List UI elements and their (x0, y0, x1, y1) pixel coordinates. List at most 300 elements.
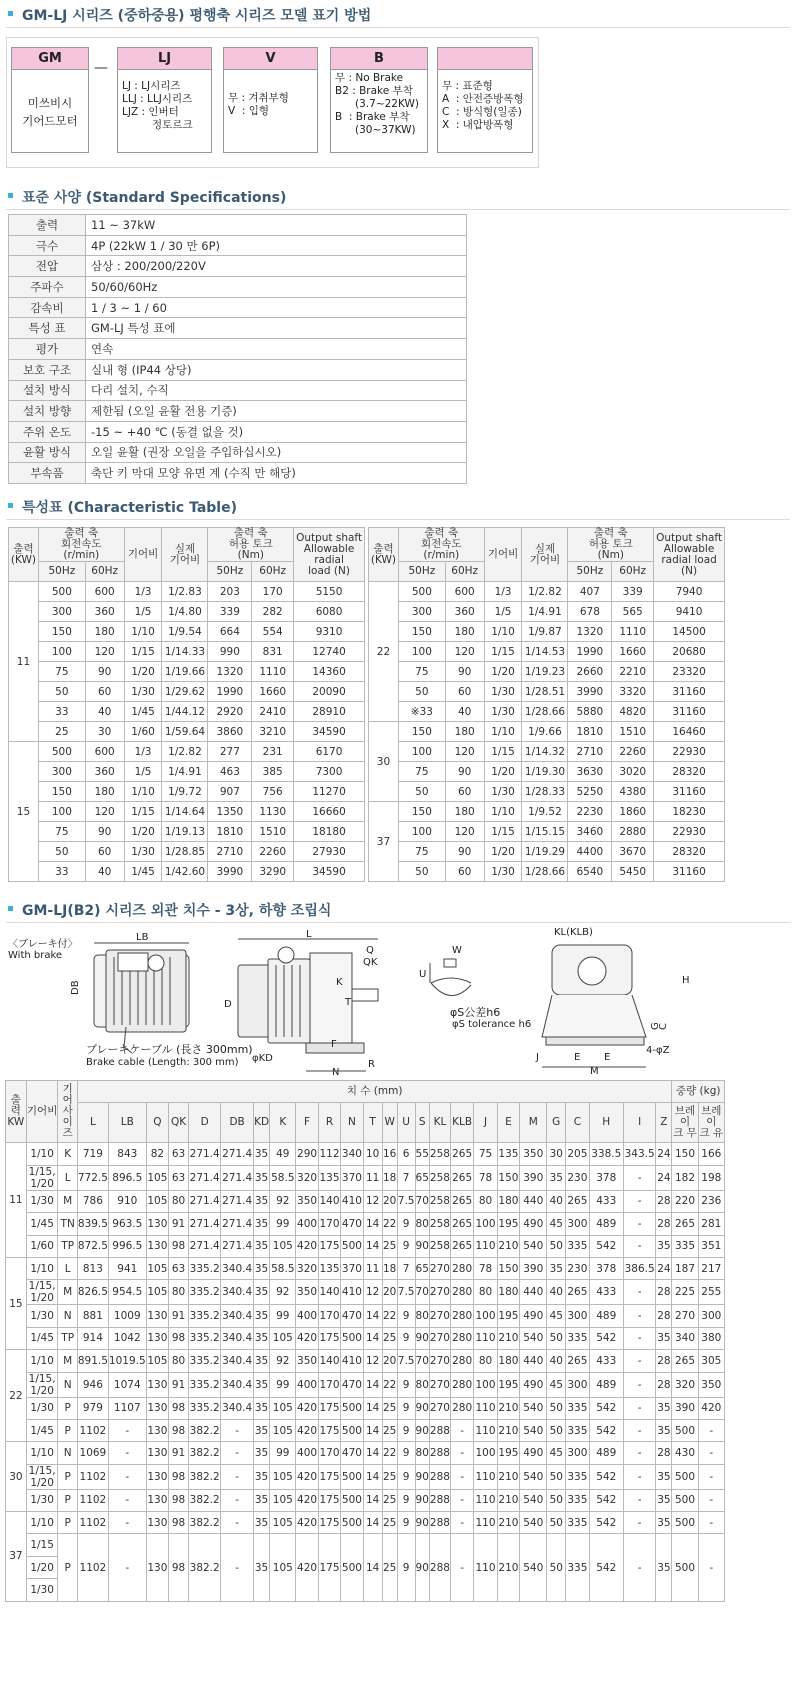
dim-cell: 210 (497, 1397, 519, 1419)
char-cell: 1110 (612, 622, 654, 642)
dim-label-N: N (332, 1067, 340, 1077)
dim-cell: 270 (429, 1327, 450, 1349)
dim-cell: 130 (146, 1372, 168, 1397)
dim-label-H: H (682, 975, 690, 986)
dim-cell: TN (58, 1213, 77, 1235)
dim-cell: 99 (270, 1213, 296, 1235)
dim-cell: 105 (270, 1489, 296, 1511)
dim-cell: 50 (547, 1235, 566, 1257)
dim-cell: - (108, 1442, 146, 1464)
dim-cell: 170 (318, 1372, 340, 1397)
dim-cell: 270 (429, 1305, 450, 1327)
char-row (9, 822, 365, 842)
dim-h-size: 기어 사이즈 (58, 1081, 77, 1143)
dim-cell: 265 (566, 1190, 589, 1212)
dim-cell: 719 (77, 1143, 108, 1165)
dim-cell: 9 (397, 1442, 415, 1464)
char-cell: 1/10 (484, 802, 522, 822)
dim-cell: 12 (363, 1350, 382, 1372)
char-section-header (6, 492, 790, 520)
dim-cell: 35 (656, 1534, 672, 1601)
dim-cell: 35 (253, 1305, 269, 1327)
dim-cell: 542 (589, 1512, 623, 1534)
char-cell: 18180 (294, 822, 365, 842)
dim-cell: 14 (363, 1442, 382, 1464)
dim-cell: 382.2 (188, 1512, 220, 1534)
spec-key: 특성 표 (9, 318, 86, 339)
dim-cell: 946 (77, 1372, 108, 1397)
model-box-desc: 무 : No Brake B2 : Brake 부착 (3.7~22KW) B : Brake 부착 (30~37KW) (335, 72, 419, 136)
dim-cell: 271.4 (188, 1190, 220, 1212)
dim-cell: 40 (547, 1350, 566, 1372)
dim-h-brake: 브레이 크 유 (698, 1103, 724, 1143)
char-cell: 360 (445, 602, 484, 622)
dim-cell: 12 (363, 1190, 382, 1212)
dim-cell: 45 (547, 1305, 566, 1327)
dim-cell: 22 (382, 1305, 397, 1327)
cable-label-jp: ブレーキケーブル (長さ 300mm) (86, 1043, 253, 1056)
spec-row (9, 339, 467, 360)
dim-cell: 500 (341, 1534, 363, 1601)
dim-cell: 500 (672, 1534, 698, 1601)
dim-cell: 996.5 (108, 1235, 146, 1257)
dim-cell: 130 (146, 1534, 168, 1601)
dim-cell: 35 (253, 1397, 269, 1419)
dim-cell: 20 (382, 1350, 397, 1372)
dim-h-col: LB (108, 1103, 146, 1143)
dim-gear: 1/10 (26, 1512, 58, 1534)
spec-value: 축단 키 막대 모양 유면 계 (수직 만 해당) (86, 463, 467, 484)
model-box-code (438, 48, 532, 70)
char-cell: 1/10 (124, 782, 162, 802)
dim-cell: 335.2 (188, 1327, 220, 1349)
dim-h-col: KL (429, 1103, 450, 1143)
dim-section-title: GM-LJ(B2) 시리즈 외관 치수 - 3상, 하향 조립식 (22, 903, 332, 919)
char-cell: 1/15 (484, 822, 522, 842)
dim-cell: 50 (547, 1464, 566, 1489)
dim-label-G: G (650, 1022, 661, 1030)
char-row (9, 862, 365, 882)
dim-cell: 271.4 (188, 1235, 220, 1257)
spec-key: 윤활 방식 (9, 442, 86, 463)
char-cell: 1/15.15 (522, 822, 568, 842)
char-h-actual: 실제 기어비 (162, 528, 208, 582)
dim-cell: 105 (146, 1165, 168, 1190)
dim-cell: 335 (566, 1235, 589, 1257)
char-cell: 1810 (568, 722, 612, 742)
dim-cell: 225 (672, 1280, 698, 1305)
dim-cell: 271.4 (188, 1165, 220, 1190)
spec-row (9, 235, 467, 256)
spec-key: 주위 온도 (9, 421, 86, 442)
dim-h-col: C (566, 1103, 589, 1143)
dim-cell: 18 (382, 1165, 397, 1190)
char-cell: 2230 (568, 802, 612, 822)
model-section-title: GM-LJ 시리즈 (중하중용) 평행축 시리즈 모델 표기 방법 (22, 8, 372, 24)
char-h-50hz: 50Hz (208, 562, 252, 582)
char-h-60hz: 60Hz (252, 562, 294, 582)
char-cell: 565 (612, 602, 654, 622)
char-cell: 6170 (294, 742, 365, 762)
dim-cell: 542 (589, 1397, 623, 1419)
dim-cell: - (623, 1442, 655, 1464)
dim-cell: 433 (589, 1350, 623, 1372)
bullet-icon (8, 503, 13, 508)
dim-cell: 98 (169, 1419, 189, 1441)
dim-cell: 91 (169, 1213, 189, 1235)
dim-cell: 130 (146, 1235, 168, 1257)
char-row (9, 842, 365, 862)
spec-value: 연속 (86, 339, 467, 360)
dim-cell: 175 (318, 1512, 340, 1534)
char-cell: 25 (38, 722, 85, 742)
dim-cell: 105 (146, 1257, 168, 1279)
char-cell: 1/30 (484, 782, 522, 802)
char-row (369, 842, 725, 862)
dim-cell: 839.5 (77, 1213, 108, 1235)
dim-cell: 380 (698, 1327, 724, 1349)
dim-cell: 98 (169, 1464, 189, 1489)
dim-cell: 130 (146, 1397, 168, 1419)
char-cell: 3320 (612, 682, 654, 702)
dim-cell: 265 (566, 1350, 589, 1372)
char-cell: 3020 (612, 762, 654, 782)
dim-cell: 542 (589, 1419, 623, 1441)
brake-label-jp: 〈ブレーキ付〉 (8, 939, 78, 950)
dim-cell: 410 (341, 1350, 363, 1372)
dim-cell: 500 (341, 1512, 363, 1534)
char-cell: 3460 (568, 822, 612, 842)
dim-cell: 265 (450, 1213, 473, 1235)
dim-cell: 35 (253, 1464, 269, 1489)
dim-cell: - (221, 1464, 253, 1489)
char-cell: 1/14.53 (522, 642, 568, 662)
dim-cell: 35 (547, 1165, 566, 1190)
dim-cell: 140 (318, 1280, 340, 1305)
char-cell: 1/9.72 (162, 782, 208, 802)
dim-cell: 175 (318, 1419, 340, 1441)
dim-cell: 175 (318, 1534, 340, 1601)
dim-cell: 195 (497, 1442, 519, 1464)
char-cell: 50 (38, 682, 85, 702)
dim-cell: 390 (520, 1165, 547, 1190)
dim-header-row (6, 1081, 725, 1103)
dim-row (6, 1257, 725, 1279)
dim-cell: 98 (169, 1397, 189, 1419)
dim-cell: 9 (397, 1235, 415, 1257)
char-cell: 180 (85, 782, 124, 802)
dim-cell: 270 (672, 1305, 698, 1327)
dim-cell: - (108, 1419, 146, 1441)
char-cell: 75 (398, 662, 445, 682)
char-h-output: 출력 (KW) (369, 528, 399, 582)
dim-cell: - (450, 1464, 473, 1489)
dim-cell: 1042 (108, 1327, 146, 1349)
dim-cell: 198 (698, 1165, 724, 1190)
dim-cell: 340.4 (221, 1327, 253, 1349)
char-row (369, 662, 725, 682)
dim-cell: 335.2 (188, 1372, 220, 1397)
dim-cell: 130 (146, 1489, 168, 1511)
char-row (369, 762, 725, 782)
model-box (437, 47, 533, 153)
dim-cell: 25 (382, 1512, 397, 1534)
dim-cell: 440 (520, 1190, 547, 1212)
dim-cell: 343.5 (623, 1143, 655, 1165)
dim-cell: 1102 (77, 1419, 108, 1441)
spec-row (9, 277, 467, 298)
dim-cell: 7.5 (397, 1280, 415, 1305)
char-row (369, 602, 725, 622)
char-cell: 1/2.82 (162, 742, 208, 762)
spec-section-title: 표준 사양 (Standard Specifications) (22, 190, 287, 206)
dim-cell: 105 (270, 1235, 296, 1257)
dim-cell: 195 (497, 1213, 519, 1235)
char-cell: 1/28.66 (522, 702, 568, 722)
char-cell: 6540 (568, 862, 612, 882)
dim-cell: 90 (415, 1397, 429, 1419)
dim-cell: 320 (296, 1257, 318, 1279)
dim-cell: - (698, 1442, 724, 1464)
char-cell: 3210 (252, 722, 294, 742)
dim-cell: 98 (169, 1534, 189, 1601)
char-cell: 1860 (612, 802, 654, 822)
dim-cell: 35 (253, 1350, 269, 1372)
char-cell: 50 (398, 682, 445, 702)
dim-cell: 410 (341, 1190, 363, 1212)
dim-cell: 470 (341, 1372, 363, 1397)
dim-cell: 300 (566, 1213, 589, 1235)
dim-row (6, 1280, 725, 1305)
dim-cell: 22 (382, 1442, 397, 1464)
dim-cell: 9 (397, 1534, 415, 1601)
dim-row (6, 1534, 725, 1556)
char-cell: 360 (85, 762, 124, 782)
model-box (117, 47, 212, 153)
dim-cell: 35 (656, 1397, 672, 1419)
dim-row (6, 1235, 725, 1257)
model-box (11, 47, 89, 153)
dim-cell: 10 (363, 1143, 382, 1165)
dim-cell: 28 (656, 1350, 672, 1372)
char-kw: 15 (9, 742, 39, 882)
char-cell: 120 (445, 822, 484, 842)
dim-cell: - (698, 1534, 724, 1601)
dim-cell: 78 (474, 1165, 497, 1190)
dim-cell: 265 (566, 1280, 589, 1305)
char-cell: 1/2.83 (162, 582, 208, 602)
dim-cell: 100 (474, 1372, 497, 1397)
char-cell: 5450 (612, 862, 654, 882)
char-cell: 150 (38, 782, 85, 802)
cable-label-en: Brake cable (Length: 300 mm) (86, 1057, 239, 1068)
char-cell: 31160 (654, 862, 725, 882)
dim-cell: 50 (547, 1489, 566, 1511)
dim-gear: 1/10 (26, 1350, 58, 1372)
dim-gear: 1/20 (26, 1556, 58, 1578)
dimension-drawing (6, 925, 726, 1077)
dim-cell: 490 (520, 1213, 547, 1235)
dim-cell: 98 (169, 1235, 189, 1257)
dim-cell: 281 (698, 1213, 724, 1235)
char-table-left (8, 527, 365, 882)
dim-cell: 150 (497, 1257, 519, 1279)
char-cell: 1510 (612, 722, 654, 742)
char-h-60hz: 60Hz (612, 562, 654, 582)
char-cell: 1/19.13 (162, 822, 208, 842)
dim-cell: 35 (253, 1257, 269, 1279)
char-cell: 1/9.87 (522, 622, 568, 642)
dim-cell: 150 (672, 1143, 698, 1165)
char-cell: 1/20 (124, 822, 162, 842)
dim-cell: 963.5 (108, 1213, 146, 1235)
dim-cell: 500 (341, 1327, 363, 1349)
dim-cell: 175 (318, 1464, 340, 1489)
dim-label-KLKLB: KL(KLB) (554, 927, 593, 938)
dim-cell: 420 (698, 1397, 724, 1419)
char-cell: 1320 (208, 662, 252, 682)
dim-label-R: R (368, 1059, 375, 1070)
char-cell: 1/20 (484, 842, 522, 862)
spec-key: 부속품 (9, 463, 86, 484)
gearmotor-end-drawing (542, 945, 646, 1045)
char-cell: 1/19.66 (162, 662, 208, 682)
char-cell: 60 (445, 682, 484, 702)
char-h-speed: 출력 축 회전속도 (r/min) (38, 528, 124, 562)
dim-cell: 350 (698, 1372, 724, 1397)
dim-cell: 370 (341, 1165, 363, 1190)
char-h-speed: 출력 축 회전속도 (r/min) (398, 528, 484, 562)
dim-cell: 320 (296, 1165, 318, 1190)
dim-cell: 14 (363, 1372, 382, 1397)
dim-cell: 205 (566, 1143, 589, 1165)
dim-row (6, 1305, 725, 1327)
dim-cell: 195 (497, 1372, 519, 1397)
dim-cell: 14 (363, 1489, 382, 1511)
dim-h-col: G (547, 1103, 566, 1143)
dim-cell: 236 (698, 1190, 724, 1212)
dim-cell: 9 (397, 1372, 415, 1397)
dim-cell: L (58, 1165, 77, 1190)
dim-cell: M (58, 1350, 77, 1372)
dim-cell: 896.5 (108, 1165, 146, 1190)
dim-h-col: L (77, 1103, 108, 1143)
spec-key: 설치 방향 (9, 401, 86, 422)
dim-cell: 14 (363, 1397, 382, 1419)
dim-cell: 271.4 (188, 1143, 220, 1165)
dim-cell: 110 (474, 1327, 497, 1349)
dim-cell: 80 (415, 1372, 429, 1397)
char-row (9, 602, 365, 622)
dim-label-DB: DB (70, 980, 81, 995)
char-cell: 7300 (294, 762, 365, 782)
dim-cell: 340 (341, 1143, 363, 1165)
dim-gear: 1/45 (26, 1213, 58, 1235)
dim-gear: 1/15 (26, 1534, 58, 1556)
dim-cell: 255 (698, 1280, 724, 1305)
dim-h-nobrake: 브레이 크 무 (672, 1103, 698, 1143)
dim-cell: 210 (497, 1534, 519, 1601)
dim-cell: 288 (429, 1464, 450, 1489)
dim-cell: 91 (169, 1442, 189, 1464)
dim-cell: 542 (589, 1534, 623, 1601)
dim-cell: 420 (296, 1235, 318, 1257)
dim-cell: 7.5 (397, 1350, 415, 1372)
spec-key: 극수 (9, 235, 86, 256)
dim-cell: - (221, 1419, 253, 1441)
dim-cell: 14 (363, 1534, 382, 1601)
dim-cell: 90 (415, 1235, 429, 1257)
dim-cell: 24 (656, 1143, 672, 1165)
dim-cell: 910 (108, 1190, 146, 1212)
dim-cell: 271.4 (221, 1235, 253, 1257)
dim-cell: 90 (415, 1534, 429, 1601)
dim-cell: 80 (169, 1350, 189, 1372)
dim-cell: 14 (363, 1305, 382, 1327)
dim-cell: 110 (474, 1512, 497, 1534)
dim-row (6, 1350, 725, 1372)
dim-h-col: T (363, 1103, 382, 1143)
dim-cell: 1107 (108, 1397, 146, 1419)
dim-section-header (6, 895, 790, 923)
dim-row (6, 1327, 725, 1349)
char-cell: 1/9.66 (522, 722, 568, 742)
dim-cell: 270 (429, 1257, 450, 1279)
dim-cell: 335 (566, 1534, 589, 1601)
spec-value: 오일 윤활 (권장 오일을 주입하십시오) (86, 442, 467, 463)
bullet-icon (8, 11, 13, 16)
dim-cell: - (623, 1280, 655, 1305)
dim-cell: 175 (318, 1489, 340, 1511)
dim-cell: 390 (672, 1397, 698, 1419)
dim-cell: 28 (656, 1372, 672, 1397)
dim-cell: 500 (341, 1419, 363, 1441)
dim-cell: 1102 (77, 1464, 108, 1489)
dim-cell: 335 (672, 1235, 698, 1257)
dim-cell: 58.5 (270, 1165, 296, 1190)
dim-cell: 420 (296, 1419, 318, 1441)
char-cell: 3670 (612, 842, 654, 862)
char-cell: 277 (208, 742, 252, 762)
dim-h-col: E (497, 1103, 519, 1143)
dim-cell: M (58, 1280, 77, 1305)
dim-cell: 105 (270, 1534, 296, 1601)
dim-cell: 540 (520, 1464, 547, 1489)
char-cell: 120 (85, 642, 124, 662)
dim-cell: 55 (415, 1143, 429, 1165)
char-row (369, 802, 725, 822)
char-cell: 1/10 (484, 622, 522, 642)
char-cell: 5250 (568, 782, 612, 802)
model-box-desc: 무 : 겨취부형 V : 입형 (228, 92, 289, 117)
char-cell: 1/2.82 (522, 582, 568, 602)
dim-cell: 470 (341, 1213, 363, 1235)
dim-cell: 271.4 (188, 1213, 220, 1235)
dim-cell: 351 (698, 1235, 724, 1257)
char-cell: 90 (445, 662, 484, 682)
dim-label-Q: Q (366, 945, 374, 956)
char-cell: 34590 (294, 722, 365, 742)
dim-cell: 110 (474, 1397, 497, 1419)
dim-cell: 135 (318, 1257, 340, 1279)
dim-cell: 270 (429, 1350, 450, 1372)
dim-h-col: KD (253, 1103, 269, 1143)
char-cell: 463 (208, 762, 252, 782)
dim-cell: 130 (146, 1327, 168, 1349)
dim-row (6, 1165, 725, 1190)
dim-cell: 1069 (77, 1442, 108, 1464)
dim-cell: 130 (146, 1442, 168, 1464)
